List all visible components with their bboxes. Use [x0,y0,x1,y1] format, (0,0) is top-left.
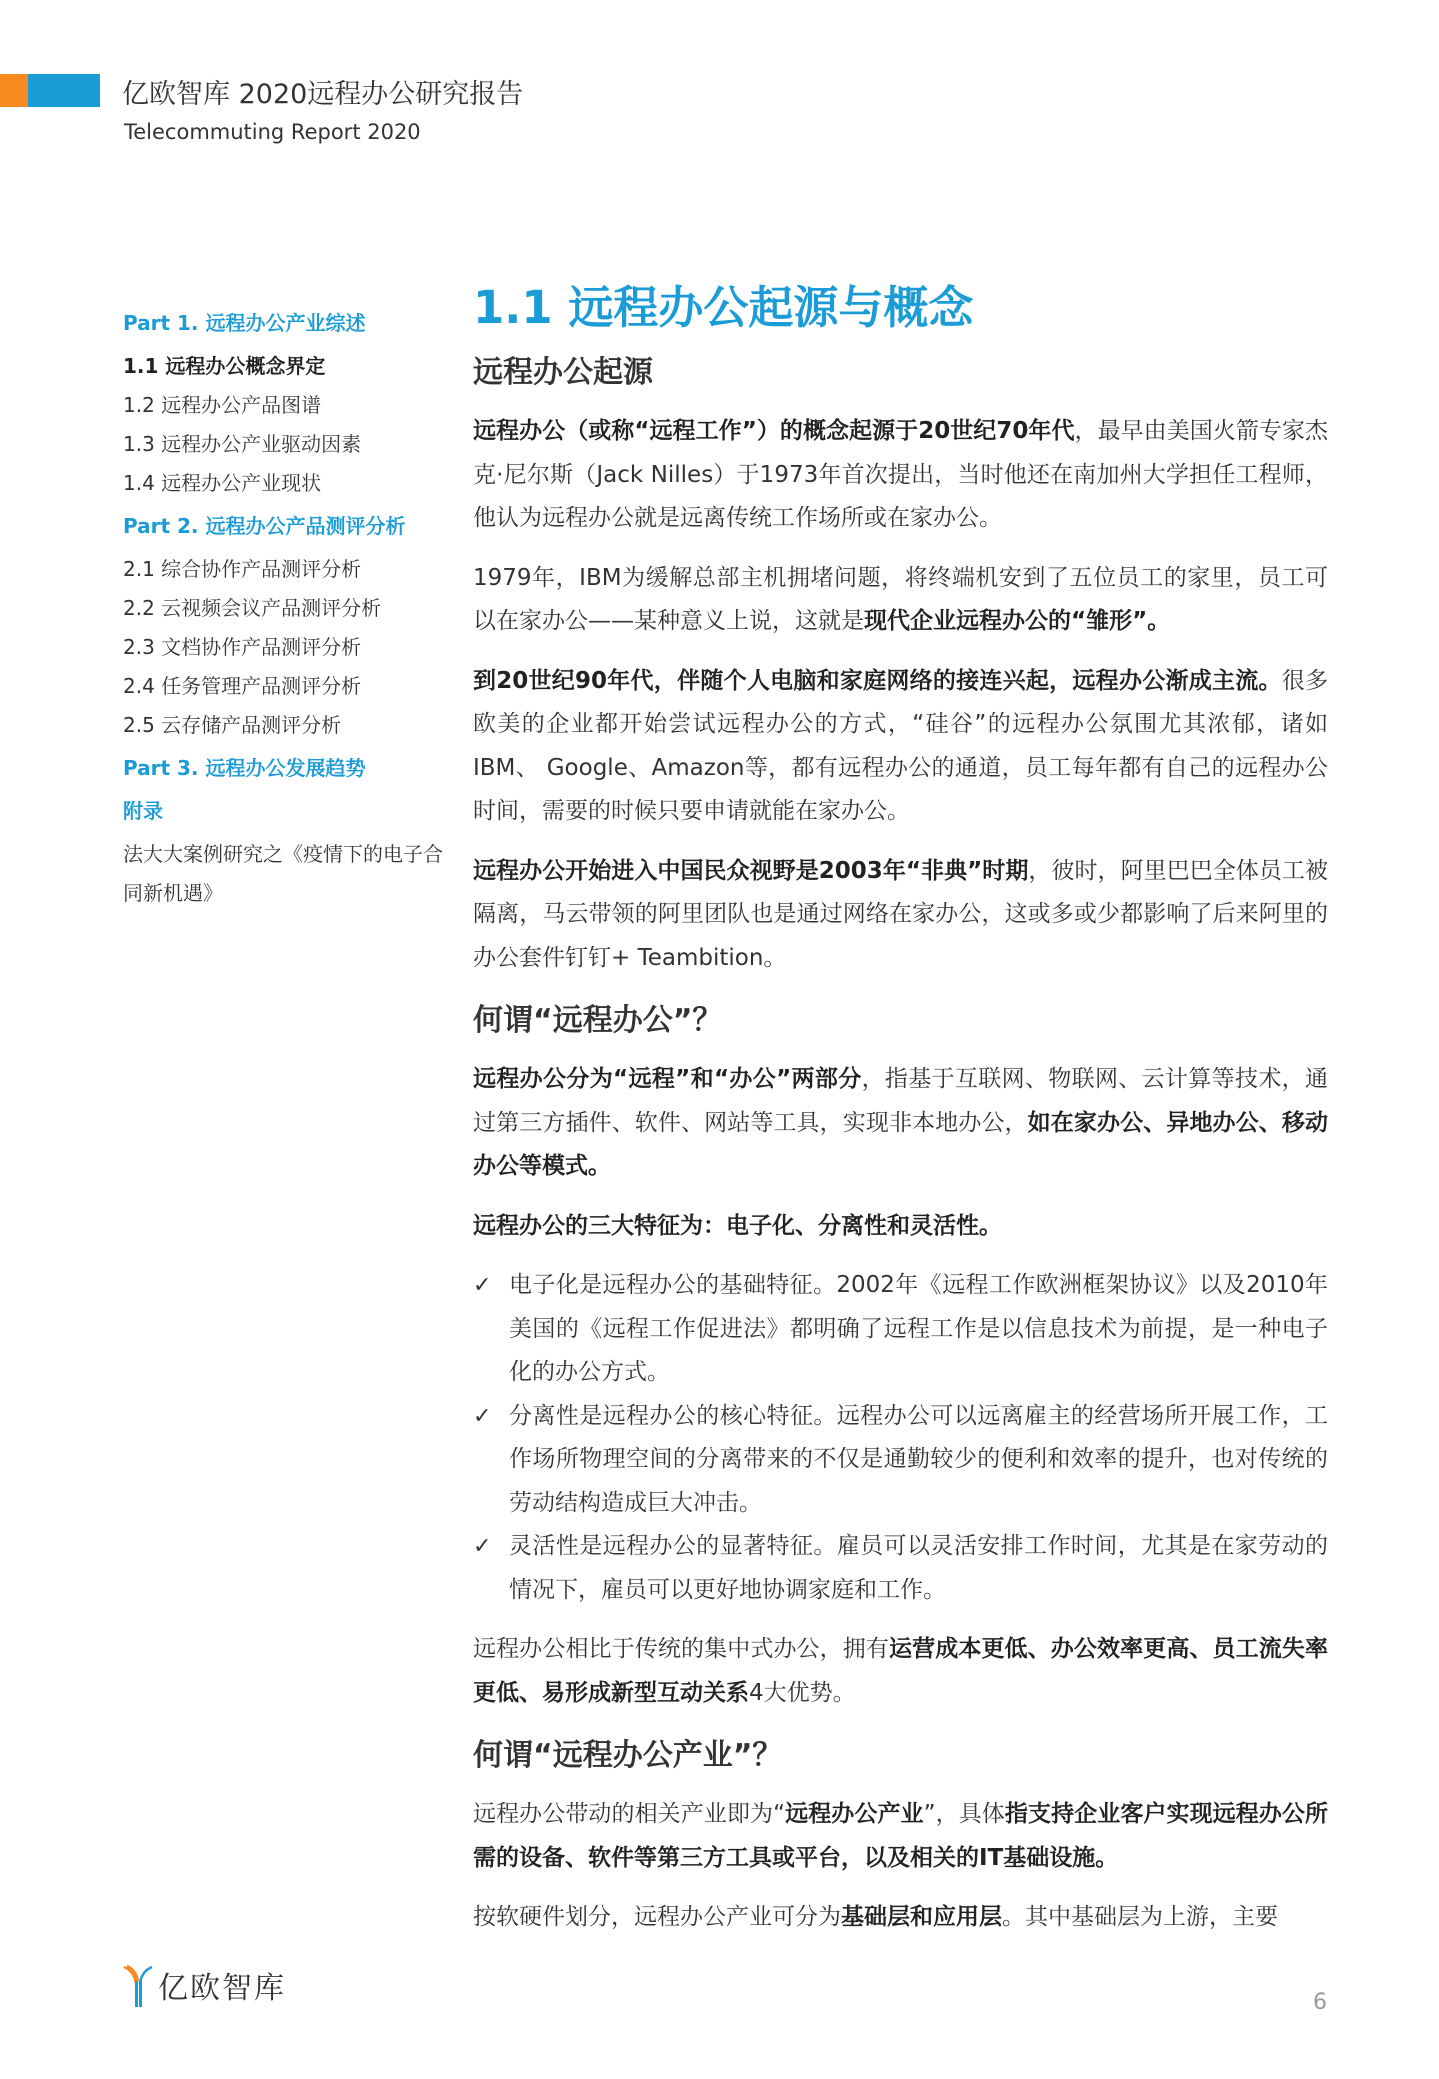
list-item [473,1264,1328,1395]
paragraph [473,557,1328,644]
text: ，彼时，阿里巴巴全体员工被隔离，马云带领的阿里团队也是通过网络在家办公，这或多或少都影响了后来阿里的办公套件钉钉+ Teambition。 [473,857,1329,971]
feature-list [473,1264,1328,1612]
toc-part-link[interactable]: Part 3. 远程办公发展趋势 [123,756,366,780]
toc-item-link[interactable]: 1.3 远程办公产业驱动因素 [123,432,362,456]
toc-part-link[interactable]: Part 1. 远程办公产业综述 [123,311,366,335]
paragraph [473,1793,1328,1880]
paragraph [473,850,1328,981]
paragraph [473,1628,1328,1715]
bold-text: 如在家办公、异地办公、移动办公等模式。 [473,1109,1329,1179]
header-blue-bar [28,74,100,107]
toc-item-link[interactable]: 2.4 任务管理产品测评分析 [123,674,362,698]
checkmark-icon: ✓ [473,1403,492,1429]
footer-logo [122,1963,286,2007]
toc-item-link[interactable]: 2.3 文档协作产品测评分析 [123,635,362,659]
text: 远程办公相比于传统的集中式办公，拥有 [473,1636,889,1662]
text: 1979年，IBM为缓解总部主机拥堵问题，将终端机安到了五位员工的家里，员工可以在家办公——某种意义上说，这就是 [473,564,1328,634]
toc-item-link[interactable]: 2.2 云视频会议产品测评分析 [123,596,382,620]
toc-part-link[interactable]: 附录 [123,799,163,823]
bold-text: 远程办公的三大特征为：电子化、分离性和灵活性。 [473,1212,1002,1239]
checkmark-icon: ✓ [473,1273,492,1298]
page-title: 1.1 远程办公起源与概念 [473,281,974,334]
text: ，指基于互联网、物联网、云计算等技术，通过第三方插件、软件、网站等工具，实现非本地办公， [473,1066,1328,1136]
paragraph [473,1896,1328,1940]
toc-item-link[interactable]: 2.1 综合协作产品测评分析 [123,557,362,581]
toc-item-link[interactable]: 1.2 远程办公产品图谱 [123,393,322,417]
bold-text: 远程办公分为“远程”和“办公”两部分 [473,1066,862,1092]
page-number: 6 [1313,1990,1327,2015]
list-item [473,1395,1328,1526]
list-item-text: 电子化是远程办公的基础特征。2002年《远程工作欧洲框架协议》以及2010年美国的《远程工作促进法》都明确了远程工作是以信息技术为前提，是一种电子化的办公方式。 [509,1272,1328,1385]
section-heading: 何谓“远程办公”？ [473,1003,723,1038]
report-subtitle: Telecommuting Report 2020 [124,120,421,144]
yiou-logo-icon [122,1965,154,2007]
text: 很多欧美的企业都开始尝试远程办公的方式，“硅谷”的远程办公氛围尤其浓郁，诸如IBM、 Google、Amazon等，都有远程办公的通道，员工每年都有自己的远程办公时间，需要的时候只要申请就能在家办公。 [473,667,1329,824]
text: ”，具体 [923,1801,1005,1827]
toc-item-link[interactable]: 法大大案例研究之《疫情下的电子合同新机遇》 [123,842,443,905]
bold-text: 基础层和应用层 [841,1904,1002,1930]
logo-text: 亿欧智库 [158,1971,286,2006]
paragraph [473,1205,1328,1249]
toc-item-link[interactable]: 1.1 远程办公概念界定 [123,354,326,378]
toc-item-link[interactable]: 1.4 远程办公产业现状 [123,471,322,495]
section-heading: 何谓“远程办公产业”？ [473,1738,783,1773]
text: 远程办公带动的相关产业即为“ [473,1801,786,1827]
paragraph [473,660,1328,834]
header-orange-bar [0,74,28,107]
toc-item-link[interactable]: 2.5 云存储产品测评分析 [123,713,342,737]
paragraph [473,1058,1328,1189]
main-content [473,278,1328,1956]
bold-text: 运营成本更低、办公效率更高、员工流失率更低、易形成新型互动关系 [473,1636,1329,1706]
list-item-text: 灵活性是远程办公的显著特征。雇员可以灵活安排工作时间，尤其是在家劳动的情况下，雇员可以更好地协调家庭和工作。 [509,1533,1328,1603]
toc-part-link[interactable]: Part 2. 远程办公产品测评分析 [123,514,406,538]
bold-text: 现代企业远程办公的“雏形”。 [864,608,1171,634]
text: ，最早由美国火箭专家杰克·尼尔斯（Jack Nilles）于1973年首次提出，当时他还在南加州大学担任工程师，他认为远程办公就是远离传统工作场所或在家办公。 [473,418,1329,531]
list-item [473,1525,1328,1612]
table-of-contents [123,300,443,913]
section-heading: 远程办公起源 [473,355,653,390]
text: 4大优势。 [749,1679,856,1706]
text: 按软硬件划分，远程办公产业可分为 [473,1904,841,1930]
bold-text: 远程办公（或称“远程工作”）的概念起源于20世纪70年代 [473,418,1075,444]
paragraph [473,410,1328,541]
checkmark-icon: ✓ [473,1534,492,1559]
bold-text: 指支持企业客户实现远程办公所需的设备、软件等第三方工具或平台，以及相关的IT基础设施。 [473,1801,1329,1871]
bold-text: 远程办公开始进入中国民众视野是2003年“非典”时期 [473,857,1029,884]
report-title: 亿欧智库 2020远程办公研究报告 [122,79,524,110]
list-item-text: 分离性是远程办公的核心特征。远程办公可以远离雇主的经营场所开展工作，工作场所物理空间的分离带来的不仅是通勤较少的便利和效率的提升，也对传统的劳动结构造成巨大冲击。 [509,1402,1328,1516]
text: 。其中基础层为上游，主要 [1002,1904,1278,1930]
bold-text: 远程办公产业 [785,1801,924,1827]
bold-text: 到20世纪90年代，伴随个人电脑和家庭网络的接连兴起，远程办公渐成主流。 [473,667,1282,694]
